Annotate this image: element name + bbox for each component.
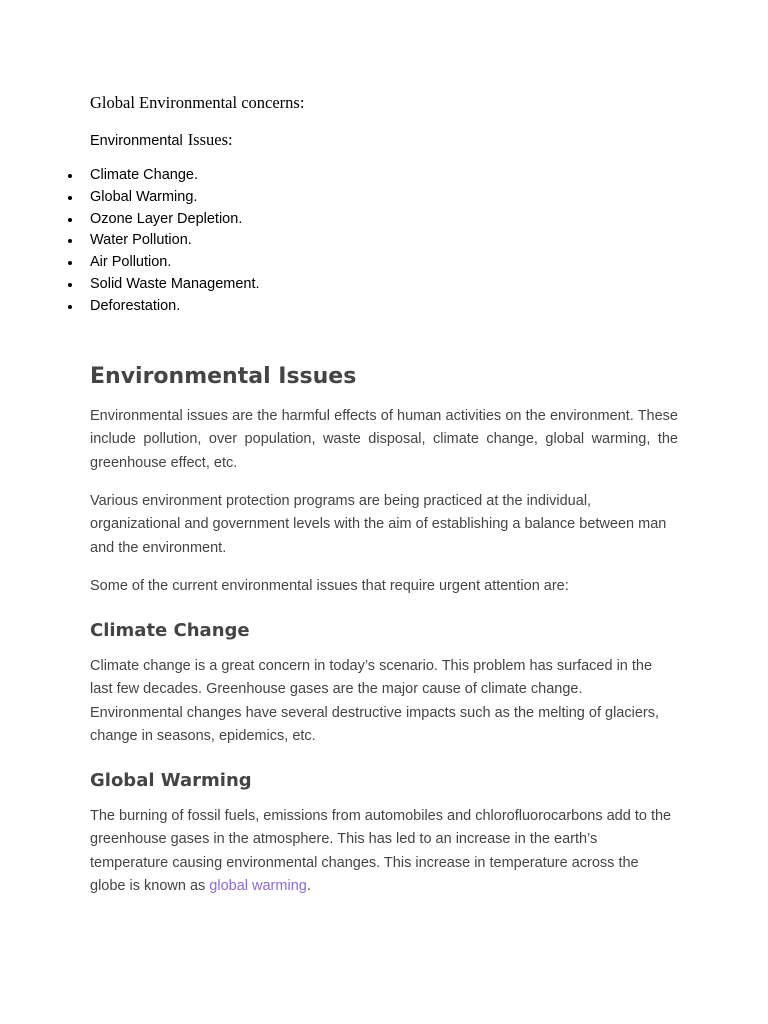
issues-subtitle-word-1: Environmental xyxy=(90,133,183,149)
list-item: Global Warming. xyxy=(90,187,260,209)
climate-change-paragraph: Climate change is a great concern in today’s scenario. This problem has surfaced in the last few decades. Greenhouse gases are the major cause of climate change. Environmental changes have several destructive impacts such as the melting of glaciers, change in seasons, epidemics, etc. xyxy=(90,658,660,745)
global-warming-heading: Global Warming xyxy=(90,770,252,791)
document-title: Global Environmental concerns: xyxy=(90,93,305,112)
protection-paragraph: Various environment protection programs are being practiced at the individual, organizational and government levels with the aim of establishing a balance between man and the environment. xyxy=(90,493,667,556)
global-warming-link[interactable]: global warming xyxy=(209,878,307,895)
list-item: Ozone Layer Depletion. xyxy=(90,209,260,231)
list-item: Air Pollution. xyxy=(90,252,260,274)
global-warming-text-end: . xyxy=(306,878,311,895)
issues-subtitle xyxy=(90,130,233,150)
urgent-issues-paragraph: Some of the current environmental issues that require urgent attention are: xyxy=(90,578,569,594)
list-item: Solid Waste Management. xyxy=(90,274,260,296)
list-item: Climate Change. xyxy=(90,165,260,187)
global-warming-paragraph xyxy=(90,805,678,899)
intro-paragraph: Environmental issues are the harmful effects of human activities on the environment. These include pollution, over population, waste disposal, climate change, global warming, the greenhouse effect, etc. xyxy=(90,408,678,471)
article-heading: Environmental Issues xyxy=(90,364,357,389)
global-warming-text: The burning of fossil fuels, emissions from automobiles and chlorofluorocarbons add to the greenhouse gases in the atmosphere. This has led to an increase in the earth’s temperature causing environmental changes. This increase in temperature across the globe is known as xyxy=(90,808,672,895)
climate-change-heading: Climate Change xyxy=(90,620,250,641)
list-item: Water Pollution. xyxy=(90,230,260,252)
issues-subtitle-word-2: Issues: xyxy=(187,130,233,149)
issue-list xyxy=(90,165,260,318)
list-item: Deforestation. xyxy=(90,296,260,318)
